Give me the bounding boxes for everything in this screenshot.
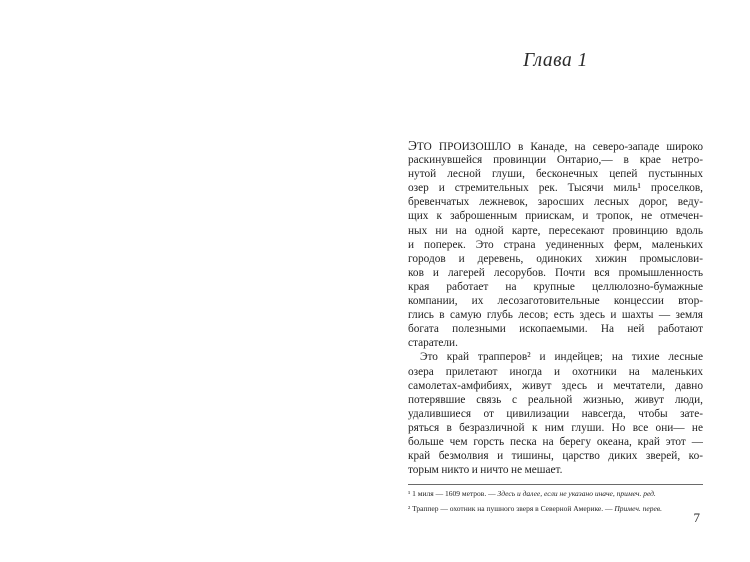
text-line: щих к заброшенным приискам, и тропок, не отмечен-: [408, 210, 703, 223]
text-line: ных ни на одной карте, пересекают провинцию вдоль: [408, 224, 703, 237]
footnote: [408, 504, 703, 514]
text-line: самолетах-амфибиях, живут здесь и мечтатели, давно: [408, 379, 703, 392]
footnote-divider: [408, 484, 703, 485]
text-line: торым никто и ничто не мешает.: [408, 464, 563, 477]
footnote-text: 1 миля — 1609 метров. —: [412, 489, 498, 498]
text-line: края работает на крупные целлюлозно-бумажные: [408, 280, 703, 293]
text-line: Это край трапперов² и индейцев; на тихие лесные: [420, 351, 703, 364]
text-line: потерявшие связь с реальной жизнью, живут люди,: [408, 393, 703, 406]
footnote-text-italic: Примеч. перев.: [614, 504, 662, 513]
text-line: озер и стремительных рек. Тысячи миль¹ проселков,: [408, 182, 703, 195]
text-line: глись в самую глубь лесов; есть здесь и шахты — земля: [408, 309, 703, 322]
text-line: ков и лагерей лесорубов. Почти вся промышленность: [408, 266, 703, 279]
page-number: 7: [693, 510, 700, 525]
text-line: озера прилетают иногда и охотники на маленьких: [408, 365, 703, 378]
footnote-text: Траппер — охотник на пушного зверя в Северной Америке. —: [412, 504, 615, 513]
chapter-heading: Глава 1: [523, 50, 588, 71]
text-line: больше чем горсть песка на берегу океана, край этот —: [408, 435, 703, 448]
text-line: и поперек. Это страна уединенных ферм, маленьких: [408, 238, 703, 251]
text-line: городов и деревень, одиноких хижин промыслови-: [408, 252, 703, 265]
footnote-marker: ¹: [408, 489, 413, 498]
text-column: [408, 0, 703, 562]
text-line: компании, их лесозаготовительные концессии втор-: [408, 295, 703, 308]
text-line: нутой лесной глуши, бесконечных цепей пустынных: [408, 168, 703, 181]
text-line: раскинувшейся провинции Онтарио,— в крае нетро-: [408, 154, 703, 167]
footnote: [408, 489, 703, 499]
text-line: старатели.: [408, 337, 458, 350]
text-line: ряться в безразличной к ним глуши. Но все они— не: [408, 421, 703, 434]
text-line: край безмолвия и тишины, царство диких зверей, ко-: [408, 450, 703, 463]
body-text: [408, 139, 703, 477]
text-line: удалившиеся от цивилизации навсегда, чтобы зате-: [408, 407, 703, 420]
text-line: ЭТО ПРОИЗОШЛО в Канаде, на северо-западе широко: [408, 139, 703, 153]
text-line: бревенчатых лежневок, заросших лесных дорог, веду-: [408, 196, 703, 209]
footnote-text-italic: Здесь и далее, если не указано иначе, примеч. ред.: [497, 489, 656, 498]
footnotes: [408, 484, 703, 514]
footnote-marker: ²: [408, 504, 413, 513]
text-line: богата полезными ископаемыми. На ней работают: [408, 323, 703, 336]
